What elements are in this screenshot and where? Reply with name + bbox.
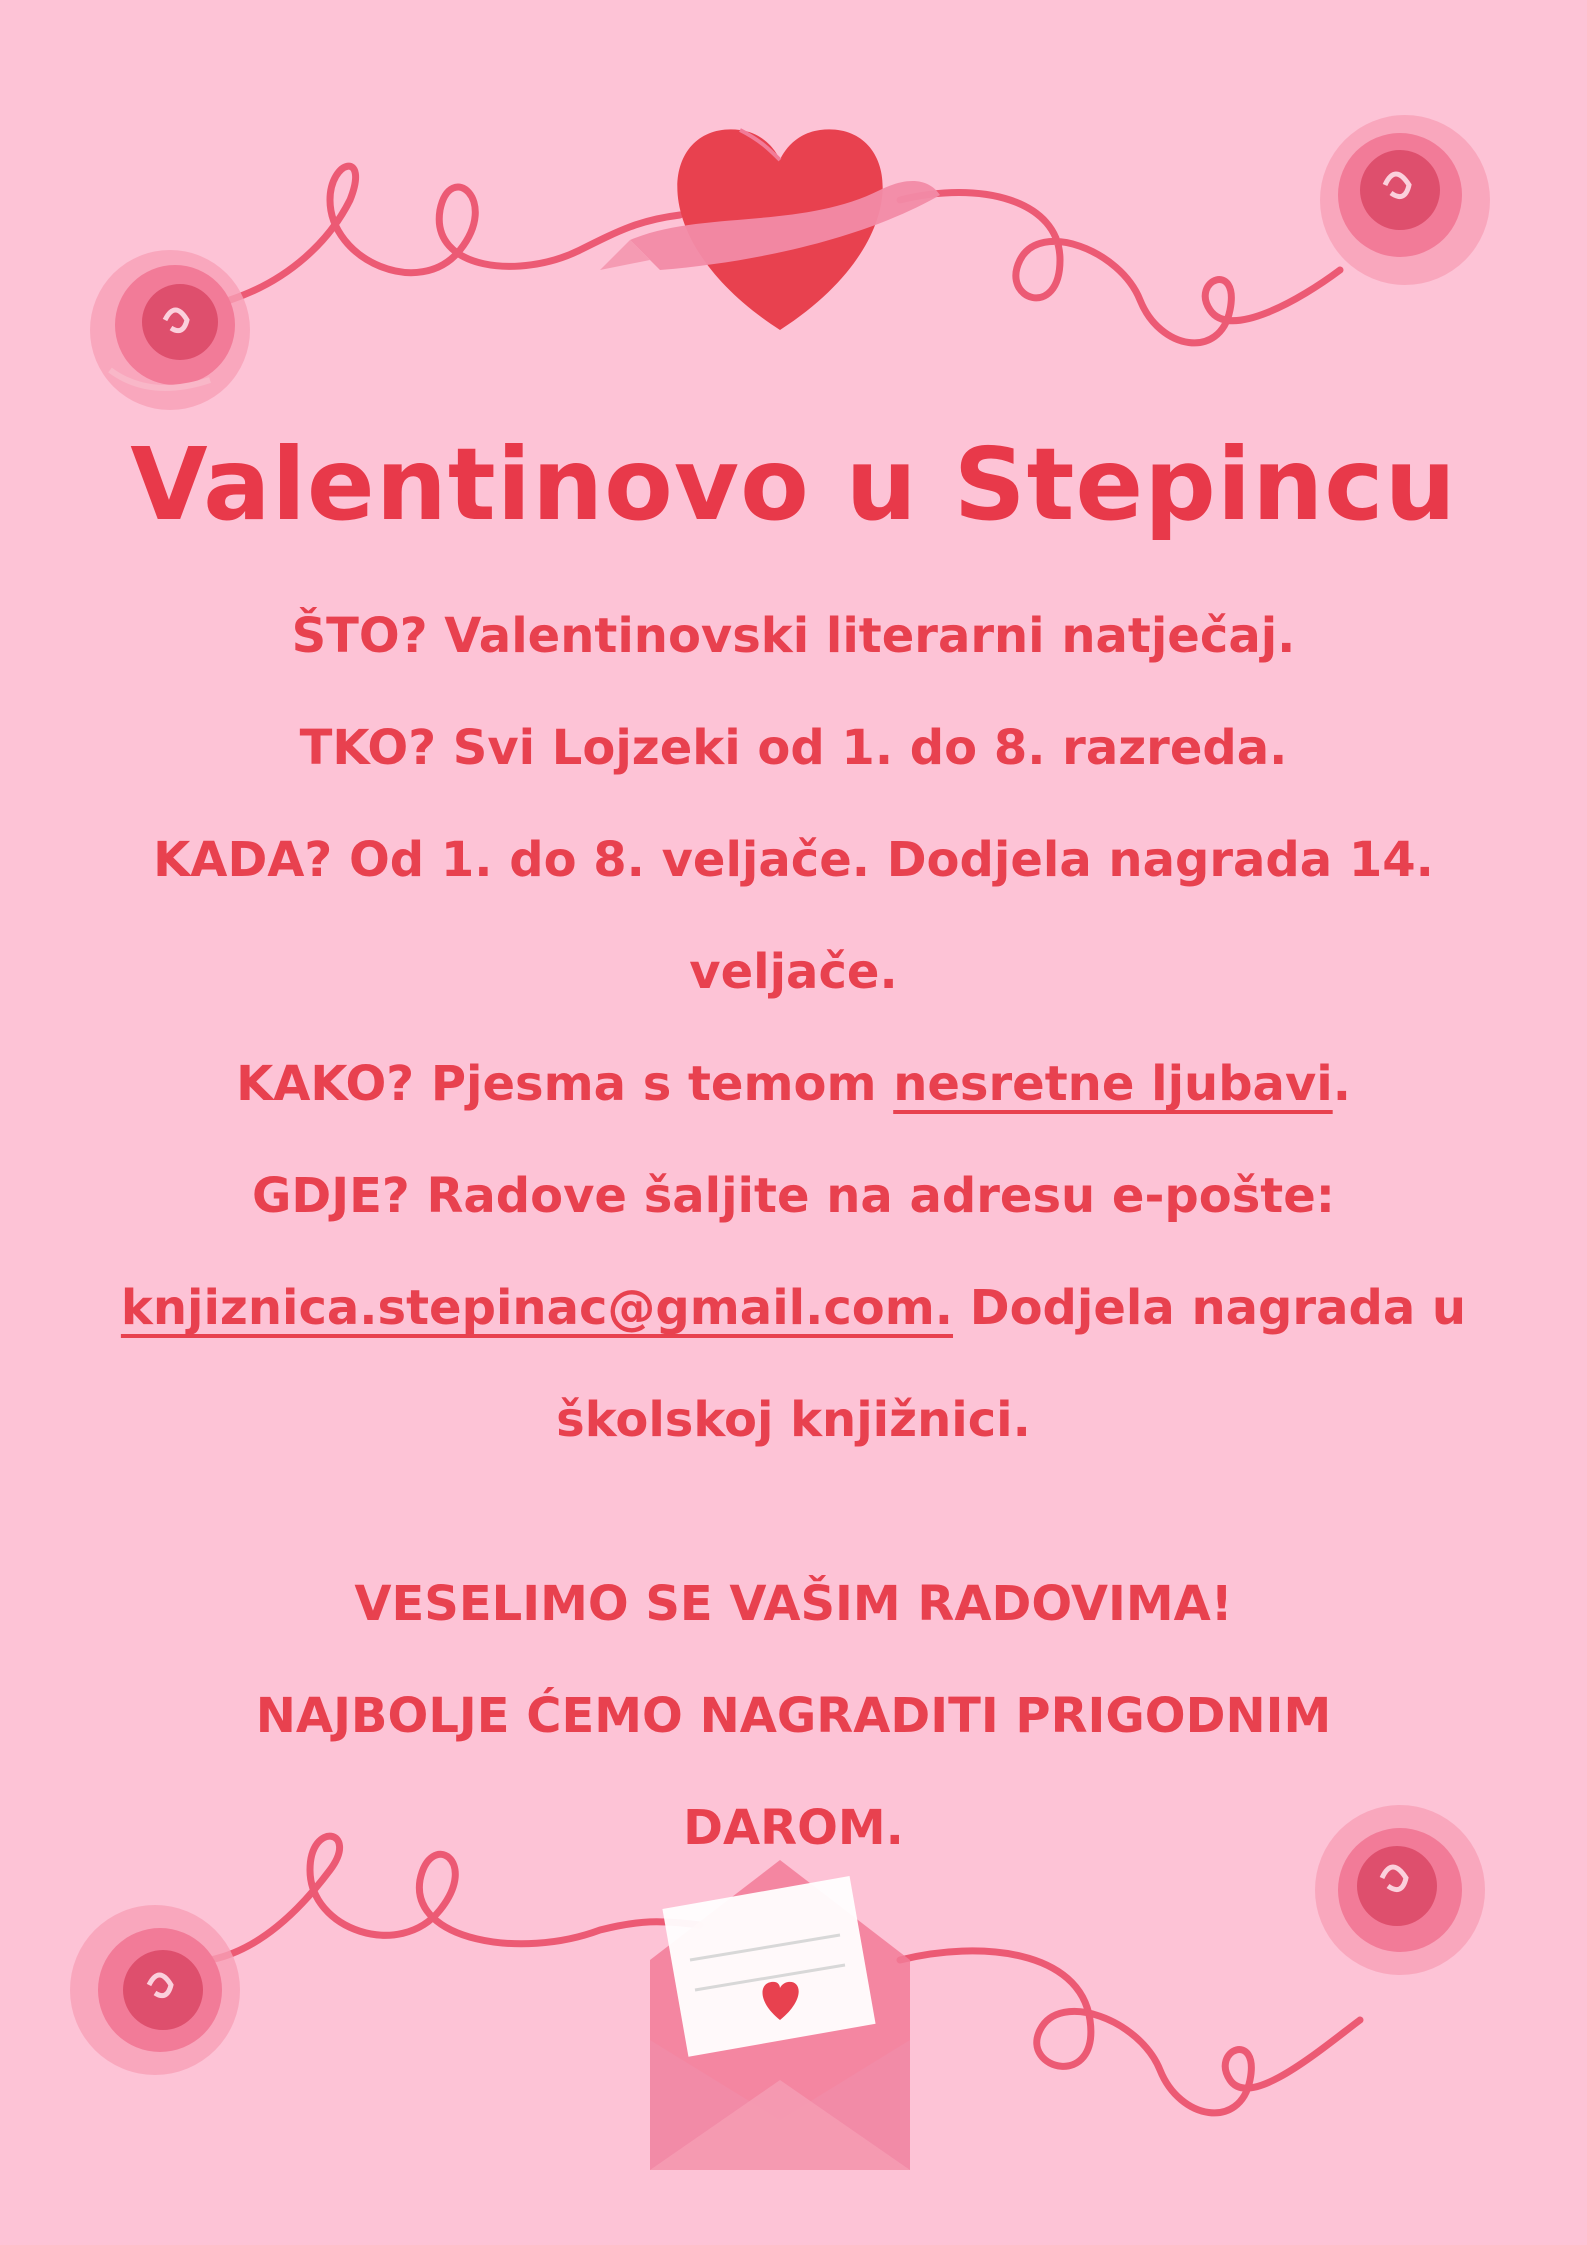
love-letter-envelope-icon bbox=[650, 1860, 910, 2170]
closing-line-2: NAJBOLJE ĆEMO NAGRADITI PRIGODNIM bbox=[255, 1688, 1332, 1744]
closing-line-3: DAROM. bbox=[683, 1800, 904, 1856]
rose-icon bbox=[1320, 115, 1490, 285]
when-line-2: veljače. bbox=[689, 944, 898, 1000]
how-prefix: KAKO? Pjesma s temom bbox=[236, 1056, 894, 1112]
ribbon-swirl bbox=[230, 166, 680, 300]
spacer bbox=[0, 1476, 1587, 1548]
where-line-3: školskoj knjižnici. bbox=[556, 1392, 1031, 1448]
when-line-1: KADA? Od 1. do 8. veljače. Dodjela nagrada 14. bbox=[153, 832, 1434, 888]
heart-with-banner-icon bbox=[600, 129, 940, 330]
closing-line-1: VESELIMO SE VAŠIM RADOVIMA! bbox=[354, 1576, 1233, 1632]
where-line-2 bbox=[0, 1252, 1587, 1364]
rose-icon bbox=[1315, 1805, 1485, 1975]
bottom-decoration bbox=[0, 1790, 1587, 2245]
event-details bbox=[0, 580, 1587, 1884]
poster-content bbox=[0, 420, 1587, 1884]
ribbon-swirl bbox=[210, 1836, 700, 1960]
rose-icon bbox=[70, 1905, 240, 2075]
what-line: ŠTO? Valentinovski literarni natječaj. bbox=[291, 608, 1296, 664]
how-suffix: . bbox=[1332, 1056, 1351, 1112]
email-link[interactable]: knjiznica.stepinac@gmail.com. bbox=[120, 1280, 954, 1336]
how-topic: nesretne ljubavi bbox=[893, 1056, 1333, 1112]
rose-icon bbox=[90, 250, 250, 410]
top-decoration bbox=[0, 0, 1587, 430]
who-line: TKO? Svi Lojzeki od 1. do 8. razreda. bbox=[299, 720, 1288, 776]
how-line bbox=[0, 1028, 1587, 1140]
where-line-1: GDJE? Radove šaljite na adresu e-pošte: bbox=[252, 1168, 1335, 1224]
poster-title: Valentinovo u Stepincu bbox=[130, 426, 1457, 543]
where-line-2-suffix: Dodjela nagrada u bbox=[953, 1280, 1467, 1336]
